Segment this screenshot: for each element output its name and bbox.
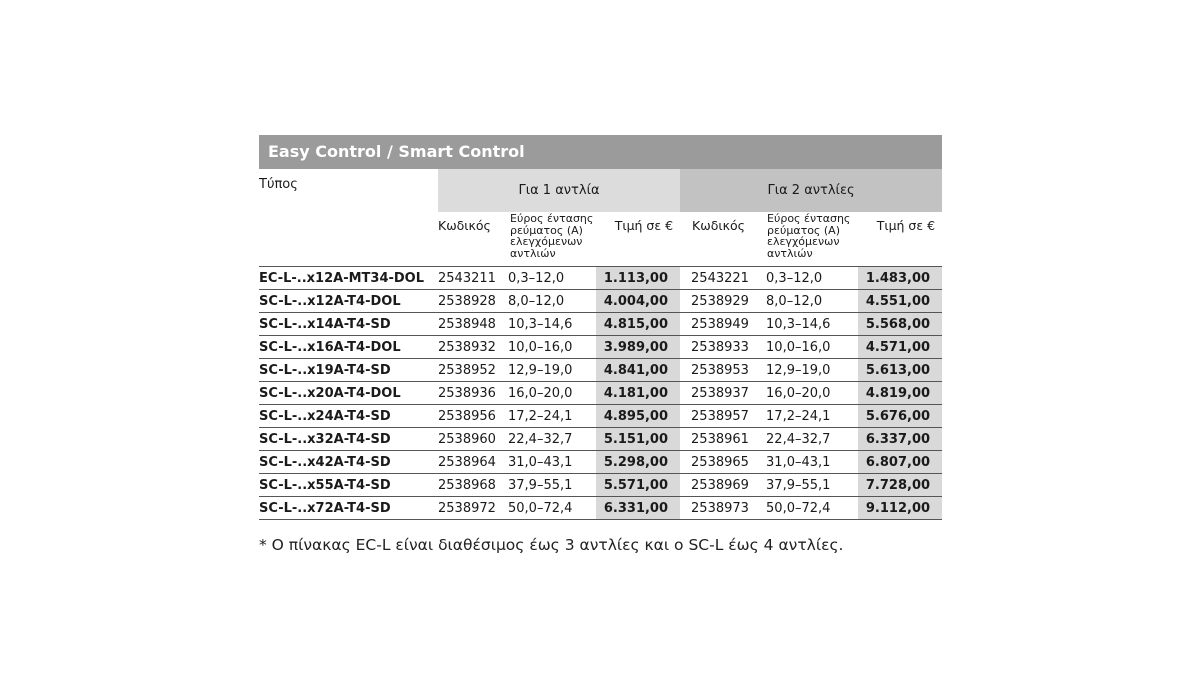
cell-price-1: 4.004,00	[596, 290, 680, 313]
cell-code-1: 2538956	[438, 405, 508, 428]
cell-type: SC-L-..x72A-T4-SD	[259, 497, 438, 520]
cell-price-2: 1.483,00	[858, 267, 942, 290]
cell-code-2: 2538953	[680, 359, 755, 382]
cell-code-2: 2538969	[680, 474, 755, 497]
table-row	[259, 474, 942, 497]
cell-price-1: 6.331,00	[596, 497, 680, 520]
cell-price-2: 6.807,00	[858, 451, 942, 474]
cell-type: SC-L-..x14A-T4-SD	[259, 313, 438, 336]
table-body	[259, 267, 942, 520]
cell-code-1: 2538948	[438, 313, 508, 336]
cell-code-1: 2538964	[438, 451, 508, 474]
header-empty	[259, 212, 438, 267]
cell-code-1: 2538972	[438, 497, 508, 520]
cell-type: SC-L-..x19A-T4-SD	[259, 359, 438, 382]
cell-code-1: 2538968	[438, 474, 508, 497]
cell-range-1: 37,9–55,1	[508, 474, 596, 497]
cell-range-2: 8,0–12,0	[755, 290, 858, 313]
cell-price-1: 4.841,00	[596, 359, 680, 382]
table-row	[259, 267, 942, 290]
header-type: Τύπος	[259, 177, 298, 192]
table-title: Easy Control / Smart Control	[259, 135, 942, 169]
cell-range-1: 10,3–14,6	[508, 313, 596, 336]
cell-range-2: 0,3–12,0	[755, 267, 858, 290]
cell-price-1: 5.151,00	[596, 428, 680, 451]
cell-range-2: 37,9–55,1	[755, 474, 858, 497]
cell-price-2: 5.676,00	[858, 405, 942, 428]
cell-price-2: 4.819,00	[858, 382, 942, 405]
footnote: * Ο πίνακας EC-L είναι διαθέσιμος έως 3 αντλίες και ο SC-L έως 4 αντλίες.	[259, 536, 844, 554]
cell-price-2: 5.568,00	[858, 313, 942, 336]
cell-code-2: 2538957	[680, 405, 755, 428]
header-range-1: Εύρος έντασης ρεύματος (A) ελεγχόμενων αντλιών	[510, 212, 594, 260]
cell-range-2: 50,0–72,4	[755, 497, 858, 520]
cell-range-1: 0,3–12,0	[508, 267, 596, 290]
cell-code-2: 2538937	[680, 382, 755, 405]
cell-range-1: 50,0–72,4	[508, 497, 596, 520]
cell-range-1: 31,0–43,1	[508, 451, 596, 474]
table-row	[259, 290, 942, 313]
column-header-row	[259, 212, 942, 267]
cell-range-2: 12,9–19,0	[755, 359, 858, 382]
cell-price-2: 5.613,00	[858, 359, 942, 382]
table-row	[259, 497, 942, 520]
cell-range-1: 22,4–32,7	[508, 428, 596, 451]
cell-code-1: 2538936	[438, 382, 508, 405]
cell-type: SC-L-..x20A-T4-DOL	[259, 382, 438, 405]
header-group-2-pumps: Για 2 αντλίες	[680, 169, 942, 212]
cell-code-1: 2538960	[438, 428, 508, 451]
cell-range-2: 10,0–16,0	[755, 336, 858, 359]
price-table-container	[259, 135, 942, 520]
table-row	[259, 336, 942, 359]
cell-range-2: 10,3–14,6	[755, 313, 858, 336]
table-row	[259, 313, 942, 336]
cell-price-2: 4.551,00	[858, 290, 942, 313]
cell-code-1: 2543211	[438, 267, 508, 290]
cell-code-2: 2538933	[680, 336, 755, 359]
cell-type: SC-L-..x12A-T4-DOL	[259, 290, 438, 313]
cell-price-1: 5.571,00	[596, 474, 680, 497]
cell-type: SC-L-..x42A-T4-SD	[259, 451, 438, 474]
header-range-2: Εύρος έντασης ρεύματος (A) ελεγχόμενων αντλιών	[767, 212, 851, 260]
cell-range-2: 31,0–43,1	[755, 451, 858, 474]
cell-code-2: 2538949	[680, 313, 755, 336]
cell-price-1: 5.298,00	[596, 451, 680, 474]
cell-range-2: 22,4–32,7	[755, 428, 858, 451]
cell-price-2: 4.571,00	[858, 336, 942, 359]
cell-code-1: 2538932	[438, 336, 508, 359]
header-code-2: Κωδικός	[692, 218, 745, 233]
cell-code-1: 2538952	[438, 359, 508, 382]
table-row	[259, 451, 942, 474]
cell-type: SC-L-..x24A-T4-SD	[259, 405, 438, 428]
cell-range-2: 17,2–24,1	[755, 405, 858, 428]
cell-code-2: 2538973	[680, 497, 755, 520]
cell-type: SC-L-..x16A-T4-DOL	[259, 336, 438, 359]
header-group-1-pump: Για 1 αντλία	[438, 169, 680, 212]
cell-price-1: 3.989,00	[596, 336, 680, 359]
group-header-row	[259, 169, 942, 212]
cell-code-2: 2538965	[680, 451, 755, 474]
cell-price-1: 1.113,00	[596, 267, 680, 290]
cell-type: SC-L-..x32A-T4-SD	[259, 428, 438, 451]
table-row	[259, 359, 942, 382]
table-row	[259, 382, 942, 405]
cell-code-2: 2538929	[680, 290, 755, 313]
cell-code-2: 2538961	[680, 428, 755, 451]
cell-range-1: 12,9–19,0	[508, 359, 596, 382]
cell-price-2: 7.728,00	[858, 474, 942, 497]
cell-range-1: 8,0–12,0	[508, 290, 596, 313]
table-row	[259, 428, 942, 451]
header-code-1: Κωδικός	[438, 218, 491, 233]
cell-range-1: 16,0–20,0	[508, 382, 596, 405]
cell-range-2: 16,0–20,0	[755, 382, 858, 405]
price-table	[259, 169, 942, 520]
cell-type: SC-L-..x55A-T4-SD	[259, 474, 438, 497]
cell-price-1: 4.895,00	[596, 405, 680, 428]
cell-range-1: 10,0–16,0	[508, 336, 596, 359]
cell-code-1: 2538928	[438, 290, 508, 313]
cell-price-1: 4.815,00	[596, 313, 680, 336]
header-price-1: Τιμή σε €	[614, 218, 674, 233]
cell-range-1: 17,2–24,1	[508, 405, 596, 428]
cell-type: EC-L-..x12A-MT34-DOL	[259, 267, 438, 290]
cell-price-1: 4.181,00	[596, 382, 680, 405]
table-row	[259, 405, 942, 428]
cell-price-2: 6.337,00	[858, 428, 942, 451]
cell-code-2: 2543221	[680, 267, 755, 290]
cell-price-2: 9.112,00	[858, 497, 942, 520]
header-price-2: Τιμή σε €	[876, 218, 936, 233]
